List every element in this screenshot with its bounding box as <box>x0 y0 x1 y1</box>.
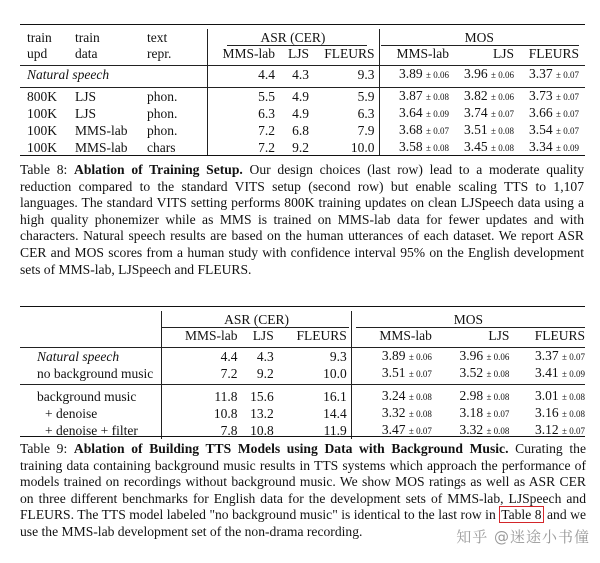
t9-row-label: Natural speech <box>37 348 162 365</box>
t8-header-train-upd-1: train <box>27 29 52 45</box>
t9-asr: 7.2 <box>220 366 238 381</box>
t8-asr: 6.8 <box>292 123 309 138</box>
t8-natural-mos: 3.37 ± 0.07 <box>529 66 579 81</box>
caption-label: Table 8: <box>20 162 68 177</box>
t8-mos: 3.74 ± 0.07 <box>464 105 514 120</box>
table-row <box>37 348 585 365</box>
t9-mos: 3.41 ± 0.09 <box>535 365 585 380</box>
t9-asr: 4.3 <box>256 349 274 364</box>
t9-group-rule <box>20 384 585 385</box>
t9-asr: 13.2 <box>250 406 274 421</box>
t8-repr: chars <box>147 139 207 156</box>
t8-natural-mos: 3.96 ± 0.06 <box>464 66 514 81</box>
t8-asr: 9.2 <box>292 140 309 155</box>
t8-natural-asr: 9.3 <box>309 66 379 83</box>
t9-mos: 3.32 ± 0.08 <box>381 405 432 420</box>
t9-asr: 10.0 <box>274 365 352 382</box>
t8-subhead: FLEURS <box>528 46 579 61</box>
t8-header-train-data-1: train <box>75 29 100 45</box>
t8-mos: 3.66 ± 0.07 <box>529 105 579 120</box>
t9-mos: 3.47 ± 0.07 <box>381 422 432 437</box>
t8-mos: 3.64 ± 0.09 <box>399 105 449 120</box>
t9-asr: 9.2 <box>256 366 274 381</box>
t8-subhead: LJS <box>492 46 514 61</box>
t9-subhead: MMS-lab <box>184 328 238 343</box>
caption-body-end: and we use the MMS-lab development set of the non-drama recording. <box>20 507 586 539</box>
t8-asr: 5.9 <box>309 88 379 105</box>
t9-mos: 3.12 ± 0.07 <box>535 422 585 437</box>
t9-mos: 3.24 ± 0.08 <box>381 388 432 403</box>
t8-asr: 7.2 <box>258 123 275 138</box>
t8-subhead: FLEURS <box>309 45 379 62</box>
t8-asr: 7.9 <box>309 122 379 139</box>
t9-mos: 3.18 ± 0.07 <box>459 405 510 420</box>
t8-bottom-rule <box>20 155 585 156</box>
t9-asr-group-header: ASR (CER) <box>162 311 351 327</box>
caption-label: Table 9: <box>20 441 68 456</box>
caption-title: Ablation of Training Setup. <box>74 162 243 177</box>
t8-mos: 3.82 ± 0.06 <box>464 88 514 103</box>
t9-asr: 14.4 <box>274 405 352 422</box>
t9-asr: 11.9 <box>274 422 352 439</box>
t9-asr: 15.6 <box>250 389 274 404</box>
t9-row-label: background music <box>37 388 162 405</box>
t8-asr: 10.0 <box>309 139 379 156</box>
table-row <box>27 139 579 156</box>
t8-mos: 3.34 ± 0.09 <box>529 139 579 154</box>
t8-natural-rule <box>20 87 585 88</box>
t9-mos: 3.32 ± 0.08 <box>459 422 510 437</box>
table-row <box>37 405 585 422</box>
t9-asr: 9.3 <box>274 348 352 365</box>
t9-mos: 2.98 ± 0.08 <box>459 388 510 403</box>
t9-mos-cmidrule <box>356 327 585 328</box>
t9-row-label: + denoise + filter <box>37 422 162 439</box>
t8-mos: 3.54 ± 0.07 <box>529 122 579 137</box>
t8-repr: phon. <box>147 88 207 105</box>
t8-subhead: MMS-lab <box>222 46 275 61</box>
table9 <box>37 311 585 439</box>
t9-mos: 3.89 ± 0.06 <box>381 348 432 363</box>
t9-mos-group-header: MOS <box>453 311 484 327</box>
t8-mos: 3.73 ± 0.07 <box>529 88 579 103</box>
t8-upd: 800K <box>27 89 57 104</box>
t8-repr: phon. <box>147 105 207 122</box>
t8-asr: 4.9 <box>292 106 309 121</box>
caption-title: Ablation of Building TTS Models using Data with Background Music. <box>73 441 509 456</box>
t8-header-train-data-2: data <box>75 46 98 61</box>
t9-asr-cmidrule <box>161 327 349 328</box>
table-row <box>37 365 585 382</box>
t8-natural-asr: 4.3 <box>292 67 309 82</box>
t8-upd: 100K <box>27 106 57 121</box>
t8-asr: 4.9 <box>292 89 309 104</box>
t8-mos: 3.58 ± 0.08 <box>399 139 449 154</box>
t8-header-text-repr-1: text <box>147 29 207 45</box>
t8-repr: phon. <box>147 122 207 139</box>
t8-data: MMS-lab <box>75 140 128 155</box>
t8-mos: 3.51 ± 0.08 <box>464 122 514 137</box>
caption-body: Curating the training data containing background music results in TTS systems which approach the performance of models trained on recordings without background music. We show MOS ratings as well as ASR CER on three different benchmarks for English data for the development sets of MMS-lab, LJSpeech and FLEURS. The TTS model labeled "no background music" is identical to the last row in <box>20 441 587 523</box>
t8-upd: 100K <box>27 140 57 155</box>
t9-row-label: no background music <box>37 365 162 382</box>
t8-data: LJS <box>75 89 97 104</box>
t8-mos-group-header: MOS <box>464 29 494 45</box>
t8-data: MMS-lab <box>75 123 128 138</box>
t8-header-text-repr-2: repr. <box>147 45 207 62</box>
t9-mos: 3.16 ± 0.08 <box>535 405 585 420</box>
t9-mos: 3.52 ± 0.08 <box>459 365 510 380</box>
t8-mos-cmidrule <box>381 45 579 46</box>
t9-subhead: LJS <box>488 328 510 343</box>
t8-asr: 5.5 <box>258 89 275 104</box>
t9-mos: 3.96 ± 0.06 <box>459 348 510 363</box>
t9-mos: 3.01 ± 0.08 <box>535 388 585 403</box>
t8-header-train-upd-2: upd <box>27 46 48 61</box>
t9-mos: 3.37 ± 0.07 <box>535 348 585 363</box>
t8-header-rule <box>20 65 585 66</box>
t8-data: LJS <box>75 106 97 121</box>
t8-subhead: MMS-lab <box>396 46 449 61</box>
t9-asr: 10.8 <box>250 423 274 438</box>
caption-body: Our design choices (last row) lead to a moderate quality reduction compared to the standard VITS setup (second row) but enable scaling TTS to 1,107 languages. The standard VITS setting performs 800K training updates on clean LJSpeech data using a high quality phonemizer while as MMS is trained on MMS-lab data for fewer updates and with characters. Natural speech results are based on the human utterances of each dataset. We report ASR CER and MOS scores from a human study with confidence interval 95% on the English development sets of MMS-lab, LJSpeech and FLEURS. <box>20 162 584 277</box>
t8-mos: 3.68 ± 0.07 <box>399 122 449 137</box>
t8-asr-group-header: ASR (CER) <box>207 29 379 45</box>
table8-caption <box>20 162 584 278</box>
t9-asr: 7.8 <box>220 423 238 438</box>
t9-asr: 10.8 <box>213 406 238 421</box>
t9-bottom-rule <box>20 436 585 437</box>
table-8-reference-link[interactable]: Table 8 <box>501 507 542 523</box>
t9-subhead: MMS-lab <box>379 328 432 343</box>
t9-subhead: FLEURS <box>534 328 585 343</box>
t9-row-label: + denoise <box>37 405 162 422</box>
t8-asr: 6.3 <box>258 106 275 121</box>
t8-natural-label: Natural speech <box>27 66 207 83</box>
t8-natural-mos: 3.89 ± 0.06 <box>399 66 449 81</box>
table-row <box>27 88 579 105</box>
zhihu-watermark: 知乎 @迷途小书僮 <box>456 528 590 546</box>
table-row <box>27 122 579 139</box>
table8-top-rule <box>20 24 585 25</box>
table8 <box>27 29 579 156</box>
t8-subhead: LJS <box>287 46 309 61</box>
table-row <box>37 388 585 405</box>
t8-natural-asr: 4.4 <box>258 67 275 82</box>
t8-upd: 100K <box>27 123 57 138</box>
t8-asr: 7.2 <box>258 140 275 155</box>
t9-subhead: LJS <box>252 328 274 343</box>
t8-asr: 6.3 <box>309 105 379 122</box>
t9-subhead: FLEURS <box>274 327 352 344</box>
t8-mos: 3.87 ± 0.08 <box>399 88 449 103</box>
table9-top-rule <box>20 306 585 307</box>
t8-asr-cmidrule <box>227 45 367 46</box>
t9-asr: 16.1 <box>274 388 352 405</box>
t9-asr: 4.4 <box>220 349 238 364</box>
t9-asr: 11.8 <box>214 389 238 404</box>
t9-header-rule <box>20 347 585 348</box>
table-row <box>27 105 579 122</box>
t9-mos: 3.51 ± 0.07 <box>381 365 432 380</box>
t8-mos: 3.45 ± 0.08 <box>464 139 514 154</box>
